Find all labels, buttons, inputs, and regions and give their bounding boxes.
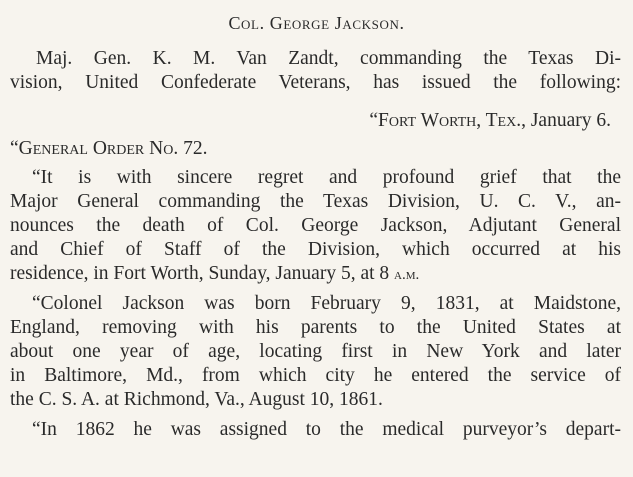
- paragraph-1-line-5: [10, 262, 621, 287]
- paragraph-1-last-text: residence, in Fort Worth, Sunday, January 5, at 8: [10, 263, 390, 284]
- paragraph-2-line-3: about one year of age, locating first in New York and later: [10, 341, 621, 362]
- intro-line-1: Maj. Gen. K. M. Van Zandt, commanding the Texas Di-: [36, 48, 621, 69]
- time-suffix: a.m.: [394, 267, 420, 283]
- paragraph-1-line-1: “It is with sincere regret and profound grief that the: [32, 167, 621, 188]
- paragraph-2-line-1: “Colonel Jackson was born February 9, 1831, at Maidstone,: [32, 293, 621, 314]
- dateline: [10, 109, 621, 133]
- order-heading-label: “General Order: [10, 138, 145, 159]
- order-heading: [10, 137, 621, 161]
- dateline-date: January 6.: [530, 110, 611, 131]
- paragraph-2-line-4: in Baltimore, Md., from which city he entered the service of: [10, 365, 621, 386]
- paragraph-3-line-1: “In 1862 he was assigned to the medical purveyor’s depart-: [32, 419, 621, 440]
- paragraph-1-line-4: and Chief of Staff of the Division, which occurred at his: [10, 239, 621, 260]
- paragraph-1-line-3: nounces the death of Col. George Jackson, Adjutant General: [10, 215, 621, 236]
- paragraph-2-line-2: England, removing with his parents to the United States at: [10, 317, 621, 338]
- intro-line-2: vision, United Confederate Veterans, has issued the following:: [10, 72, 621, 93]
- dateline-place: “Fort Worth, Tex.,: [369, 110, 526, 131]
- paragraph-2-line-5: the C. S. A. at Richmond, Va., August 10, 1861.: [10, 389, 383, 410]
- paragraph-1-line-2: Major General commanding the Texas Division, U. C. V., an-: [10, 191, 621, 212]
- article-title: Col. George Jackson.: [228, 13, 405, 33]
- order-heading-number: No. 72.: [149, 138, 208, 159]
